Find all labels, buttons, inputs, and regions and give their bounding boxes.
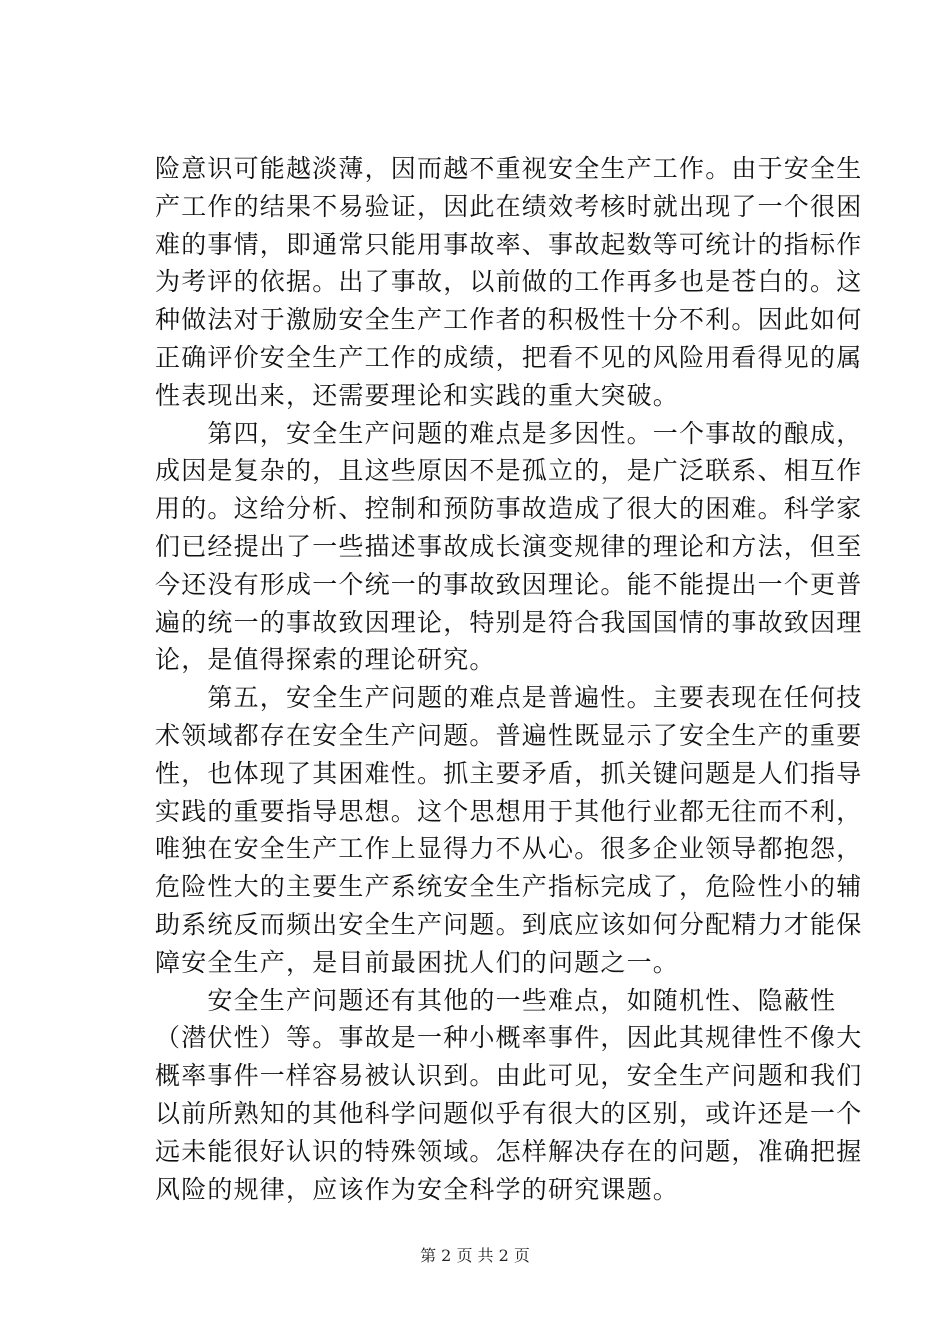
text-line: 第五，安全生产问题的难点是普遍性。主要表现在任何技 xyxy=(155,683,863,713)
text-line: 遍的统一的事故致因理论，特别是符合我国国情的事故致因理 xyxy=(155,607,863,637)
text-line: 们已经提出了一些描述事故成长演变规律的理论和方法，但至 xyxy=(155,531,863,561)
text-line: 种做法对于激励安全生产工作者的积极性十分不利。因此如何 xyxy=(155,305,863,335)
text-line: 风险的规律，应该作为安全科学的研究课题。 xyxy=(155,1174,680,1204)
text-line: 危险性大的主要生产系统安全生产指标完成了，危险性小的辅 xyxy=(155,872,863,902)
text-line: 难的事情，即通常只能用事故率、事故起数等可统计的指标作 xyxy=(155,229,863,259)
text-line: 正确评价安全生产工作的成绩，把看不见的风险用看得见的属 xyxy=(155,342,863,372)
text-line: 产工作的结果不易验证，因此在绩效考核时就出现了一个很困 xyxy=(155,191,863,221)
text-line: 安全生产问题还有其他的一些难点，如随机性、隐蔽性 xyxy=(155,985,837,1015)
text-line: （潜伏性）等。事故是一种小概率事件，因此其规律性不像大 xyxy=(155,1023,863,1053)
text-line: 助系统反而频出安全生产问题。到底应该如何分配精力才能保 xyxy=(155,909,863,939)
text-line: 以前所熟知的其他科学问题似乎有很大的区别，或许还是一个 xyxy=(155,1098,863,1128)
text-line: 术领域都存在安全生产问题。普遍性既显示了安全生产的重要 xyxy=(155,720,863,750)
text-line: 唯独在安全生产工作上显得力不从心。很多企业领导都抱怨， xyxy=(155,834,863,864)
text-line: 性表现出来，还需要理论和实践的重大突破。 xyxy=(155,380,680,410)
text-line: 远未能很好认识的特殊领域。怎样解决存在的问题，准确把握 xyxy=(155,1136,863,1166)
text-line: 险意识可能越淡薄，因而越不重视安全生产工作。由于安全生 xyxy=(155,154,863,183)
text-line: 障安全生产，是目前最困扰人们的问题之一。 xyxy=(155,947,680,977)
text-line: 第四，安全生产问题的难点是多因性。一个事故的酿成， xyxy=(155,418,863,448)
text-line: 概率事件一样容易被认识到。由此可见，安全生产问题和我们 xyxy=(155,1061,863,1091)
text-line: 成因是复杂的，且这些原因不是孤立的，是广泛联系、相互作 xyxy=(155,456,863,486)
body-text xyxy=(155,150,863,1208)
text-line: 用的。这给分析、控制和预防事故造成了很大的困难。科学家 xyxy=(155,494,863,524)
text-line: 性，也体现了其困难性。抓主要矛盾，抓关键问题是人们指导 xyxy=(155,758,863,788)
page-footer: 第 2 页 共 2 页 xyxy=(420,1246,530,1265)
text-line: 今还没有形成一个统一的事故致因理论。能不能提出一个更普 xyxy=(155,569,863,599)
text-line: 论，是值得探索的理论研究。 xyxy=(155,645,496,675)
text-line: 实践的重要指导思想。这个思想用于其他行业都无往而不利， xyxy=(155,796,863,826)
text-line: 为考评的依据。出了事故，以前做的工作再多也是苍白的。这 xyxy=(155,267,863,297)
